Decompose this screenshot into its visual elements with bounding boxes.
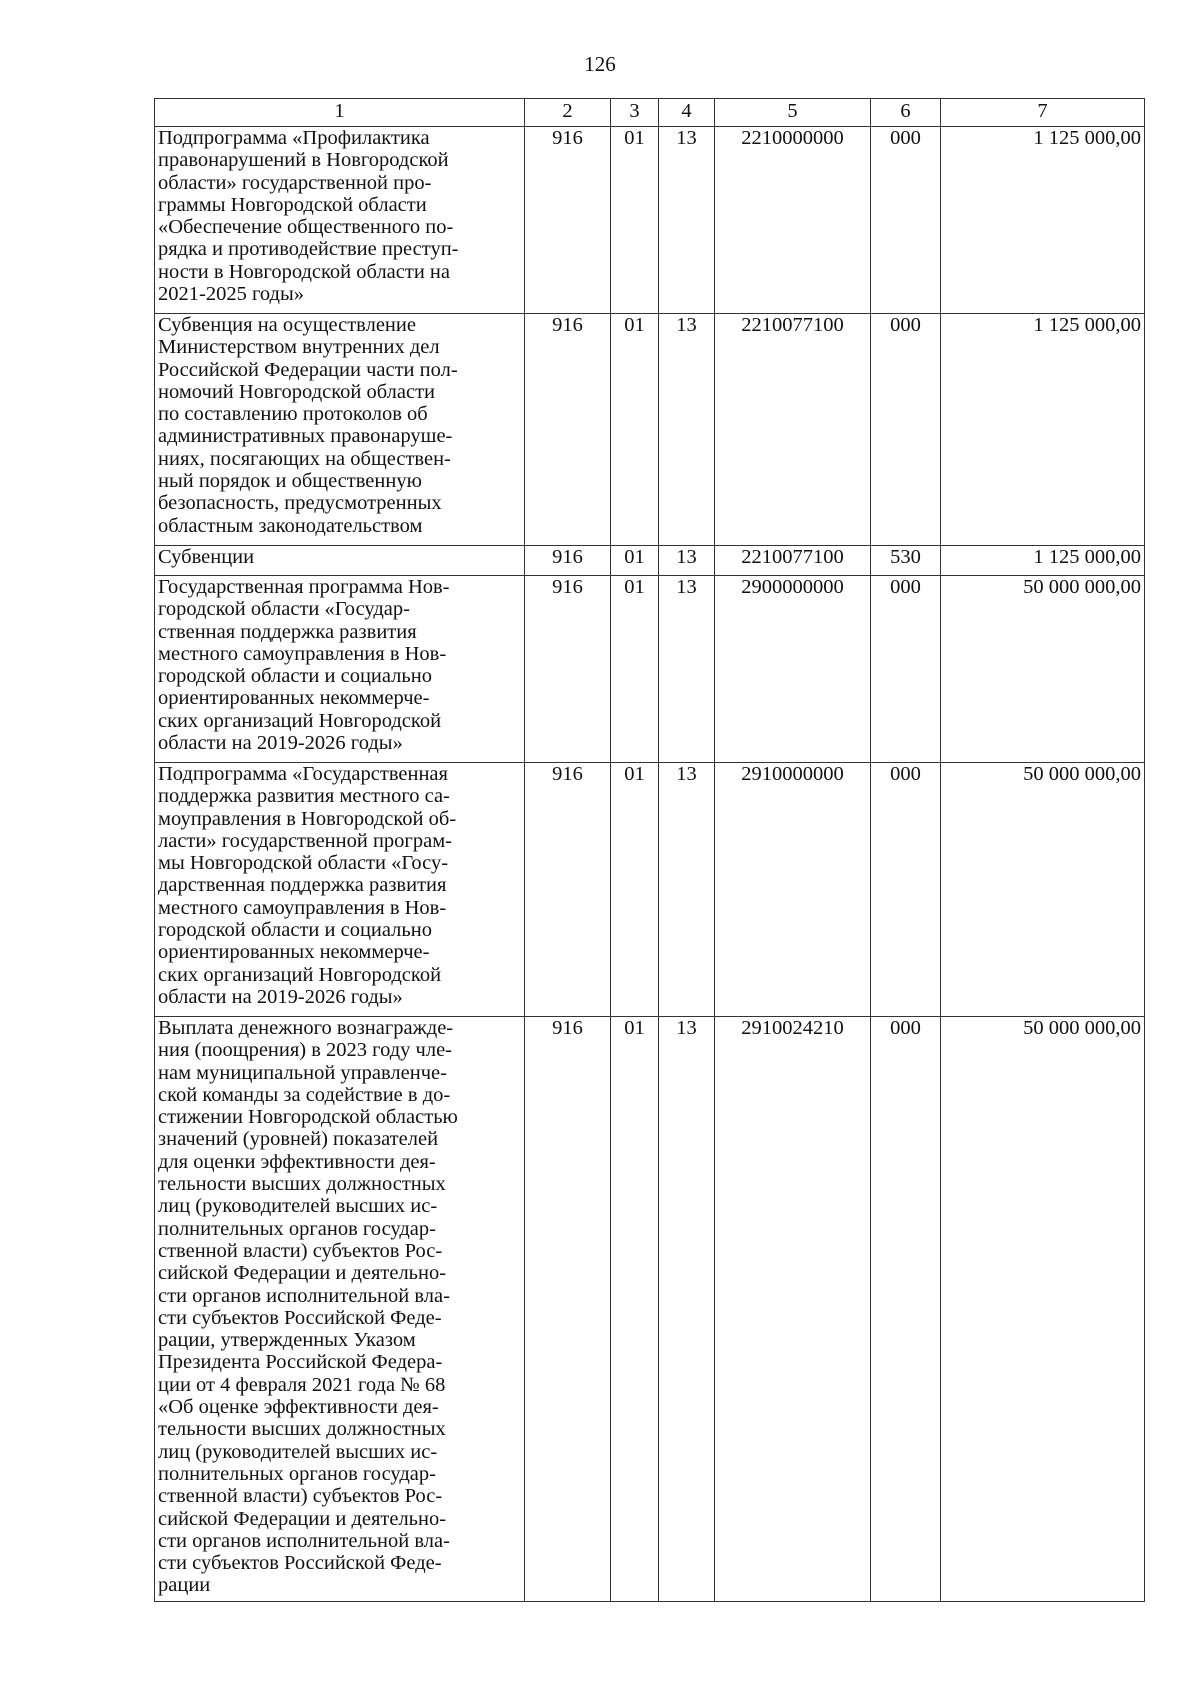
grbs-code-cell: 916: [525, 763, 611, 1017]
table-row: [155, 763, 1145, 1017]
table-row: [155, 127, 1145, 314]
expense-type-cell: 530: [871, 546, 941, 576]
subsection-code-cell: 13: [659, 1017, 715, 1602]
table-row: [155, 1017, 1145, 1602]
row-name-cell: [155, 314, 525, 546]
subsection-code-cell: 13: [659, 314, 715, 546]
target-article-cell: 2210077100: [715, 314, 871, 546]
grbs-code-cell: 916: [525, 127, 611, 314]
grbs-code-cell: 916: [525, 576, 611, 763]
row-name-cell: [155, 763, 525, 1017]
expense-type-cell: 000: [871, 1017, 941, 1602]
row-name: Субвенции: [158, 546, 255, 568]
budget-table: [154, 98, 1145, 1602]
row-name-cell: [155, 576, 525, 763]
expense-type-cell: 000: [871, 763, 941, 1017]
table-header-row: [155, 99, 1145, 127]
column-header: 4: [659, 99, 715, 127]
column-header: 6: [871, 99, 941, 127]
amount-cell: 1 125 000,00: [941, 314, 1145, 546]
amount-cell: 50 000 000,00: [941, 576, 1145, 763]
page-number: 126: [584, 52, 616, 76]
section-code-cell: 01: [611, 314, 659, 546]
grbs-code-cell: 916: [525, 1017, 611, 1602]
column-header: 2: [525, 99, 611, 127]
target-article-cell: 2210000000: [715, 127, 871, 314]
amount-cell: 50 000 000,00: [941, 1017, 1145, 1602]
column-header: 7: [941, 99, 1145, 127]
table-row: [155, 546, 1145, 576]
target-article-cell: 2910024210: [715, 1017, 871, 1602]
target-article-cell: 2910000000: [715, 763, 871, 1017]
row-name: Государственная программа Нов- городской области «Государ- ственная поддержка развития местного самоуправления в Нов- городской области и социально ориентированных некоммерче- ских организаций Новгородской области на 2019-2026 годы»: [158, 576, 450, 755]
row-name: Выплата денежного вознагражде- ния (поощрения) в 2023 году чле- нам муниципальной управленче- ской команды за содействие в до- стижении Новгородской областью значений (уровней) показателей для оценки эффективности дея- тельности высших должностных лиц (руководителей высших ис- полнительных органов государ- ственной власти) субъектов Рос- сийской Федерации и деятельно- сти органов исполнительной вла- сти субъектов Российской Феде- рации, утвержденных Указом Президента Российской Федера- ции от 4 февраля 2021 года № 68 «Об оценке эффективности дея- тельности высших должностных лиц (руководителей высших ис- полнительных органов государ- ственной власти) субъектов Рос- сийской Федерации и деятельно- сти органов исполнительной вла- сти субъектов Российской Феде- рации: [158, 1017, 458, 1597]
section-code-cell: 01: [611, 1017, 659, 1602]
amount-cell: 50 000 000,00: [941, 763, 1145, 1017]
grbs-code-cell: 916: [525, 546, 611, 576]
row-name: Подпрограмма «Государственная поддержка развития местного са- моуправления в Новгородской об- ласти» государственной програм- мы Новгородской области «Госу- дарственная поддержка развития местного самоуправления в Нов- городской области и социально ориентированных некоммерче- ских организаций Новгородской области на 2019-2026 годы»: [158, 763, 457, 1008]
expense-type-cell: 000: [871, 576, 941, 763]
section-code-cell: 01: [611, 546, 659, 576]
amount-cell: 1 125 000,00: [941, 546, 1145, 576]
subsection-code-cell: 13: [659, 127, 715, 314]
expense-type-cell: 000: [871, 127, 941, 314]
row-name: Подпрограмма «Профилактика правонарушений в Новгородской области» государственной про- граммы Новгородской области «Обеспечение общественного по- рядка и противодействие преступ- ности в Новгородской области на 2021-2025 годы»: [158, 127, 459, 306]
section-code-cell: 01: [611, 763, 659, 1017]
subsection-code-cell: 13: [659, 576, 715, 763]
expense-type-cell: 000: [871, 314, 941, 546]
section-code-cell: 01: [611, 127, 659, 314]
target-article-cell: 2210077100: [715, 546, 871, 576]
row-name-cell: [155, 127, 525, 314]
subsection-code-cell: 13: [659, 546, 715, 576]
target-article-cell: 2900000000: [715, 576, 871, 763]
row-name: Субвенция на осуществление Министерством внутренних дел Российской Федерации части пол- номочий Новгородской области по составлению протоколов об административных правонаруше- ниях, посягающих на обществен- ный порядок и общественную безопасность, предусмотренных областным законодательством: [158, 314, 458, 537]
column-header: 3: [611, 99, 659, 127]
row-name-cell: [155, 1017, 525, 1602]
column-header: 5: [715, 99, 871, 127]
row-name-cell: [155, 546, 525, 576]
grbs-code-cell: 916: [525, 314, 611, 546]
table-row: [155, 314, 1145, 546]
subsection-code-cell: 13: [659, 763, 715, 1017]
amount-cell: 1 125 000,00: [941, 127, 1145, 314]
table-row: [155, 576, 1145, 763]
section-code-cell: 01: [611, 576, 659, 763]
column-header: 1: [155, 99, 525, 127]
